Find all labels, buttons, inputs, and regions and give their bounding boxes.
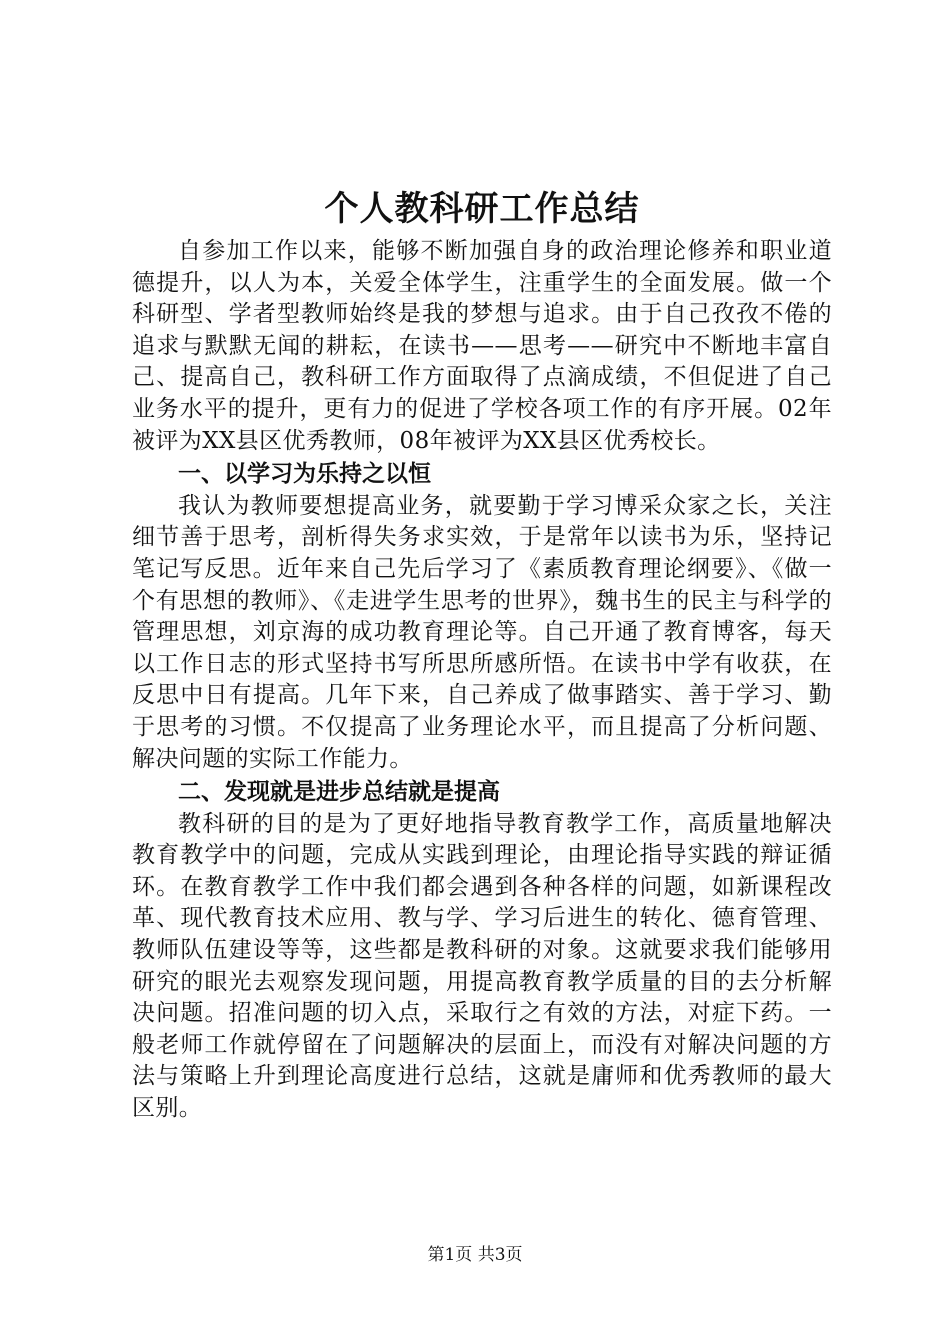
section-2-heading: 二、发现就是进步总结就是提高 — [178, 779, 500, 806]
section-1-heading: 一、以学习为乐持之以恒 — [178, 461, 431, 488]
document-page — [132, 0, 832, 1344]
intro-paragraph: 自参加工作以来，能够不断加强自身的政治理论修养和职业道德提升，以人为本，关爱全体学生，注重学生的全面发展。做一个科研型、学者型教师始终是我的梦想与追求。由于自己孜孜不倦的追求与默默无闻的耕耘，在读书——思考——研究中不断地丰富自己、提高自己，教科研工作方面取得了点滴成绩，不但促进了自己业务水平的提升，更有力的促进了学校各项工作的有序开展。02年被评为XX县区优秀教师，08年被评为XX县区优秀校长。 — [132, 238, 832, 454]
page-footer: 第1页 共3页 — [427, 1245, 523, 1265]
document-title: 个人教科研工作总结 — [324, 189, 640, 229]
section-1-paragraph: 我认为教师要想提高业务，就要勤于学习博采众家之长，关注细节善于思考，剖析得失务求实效，于是常年以读书为乐，坚持记笔记写反思。近年来自己先后学习了《素质教育理论纲要》、《做一个有思想的教师》、《走进学生思考的世界》，魏书生的民主与科学的管理思想，刘京海的成功教育理论等。自己开通了教育博客，每天以工作日志的形式坚持书写所思所感所悟。在读书中学有收获，在反思中日有提高。几年下来，自己养成了做事踏实、善于学习、勤于思考的习惯。不仅提高了业务理论水平，而且提高了分析问题、解决问题的实际工作能力。 — [132, 492, 832, 772]
document-body — [132, 236, 832, 1125]
section-2-paragraph: 教科研的目的是为了更好地指导教育教学工作，高质量地解决教育教学中的问题，完成从实践到理论，由理论指导实践的辩证循环。在教育教学工作中我们都会遇到各种各样的问题，如新课程改革、现代教育技术应用、教与学、学习后进生的转化、德育管理、教师队伍建设等等，这些都是教科研的对象。这就要求我们能够用研究的眼光去观察发现问题，用提高教育教学质量的目的去分析解决问题。招准问题的切入点，采取行之有效的方法，对症下药。一般老师工作就停留在了问题解决的层面上，而没有对解决问题的方法与策略上升到理论高度进行总结，这就是庸师和优秀教师的最大区别。 — [132, 810, 832, 1122]
